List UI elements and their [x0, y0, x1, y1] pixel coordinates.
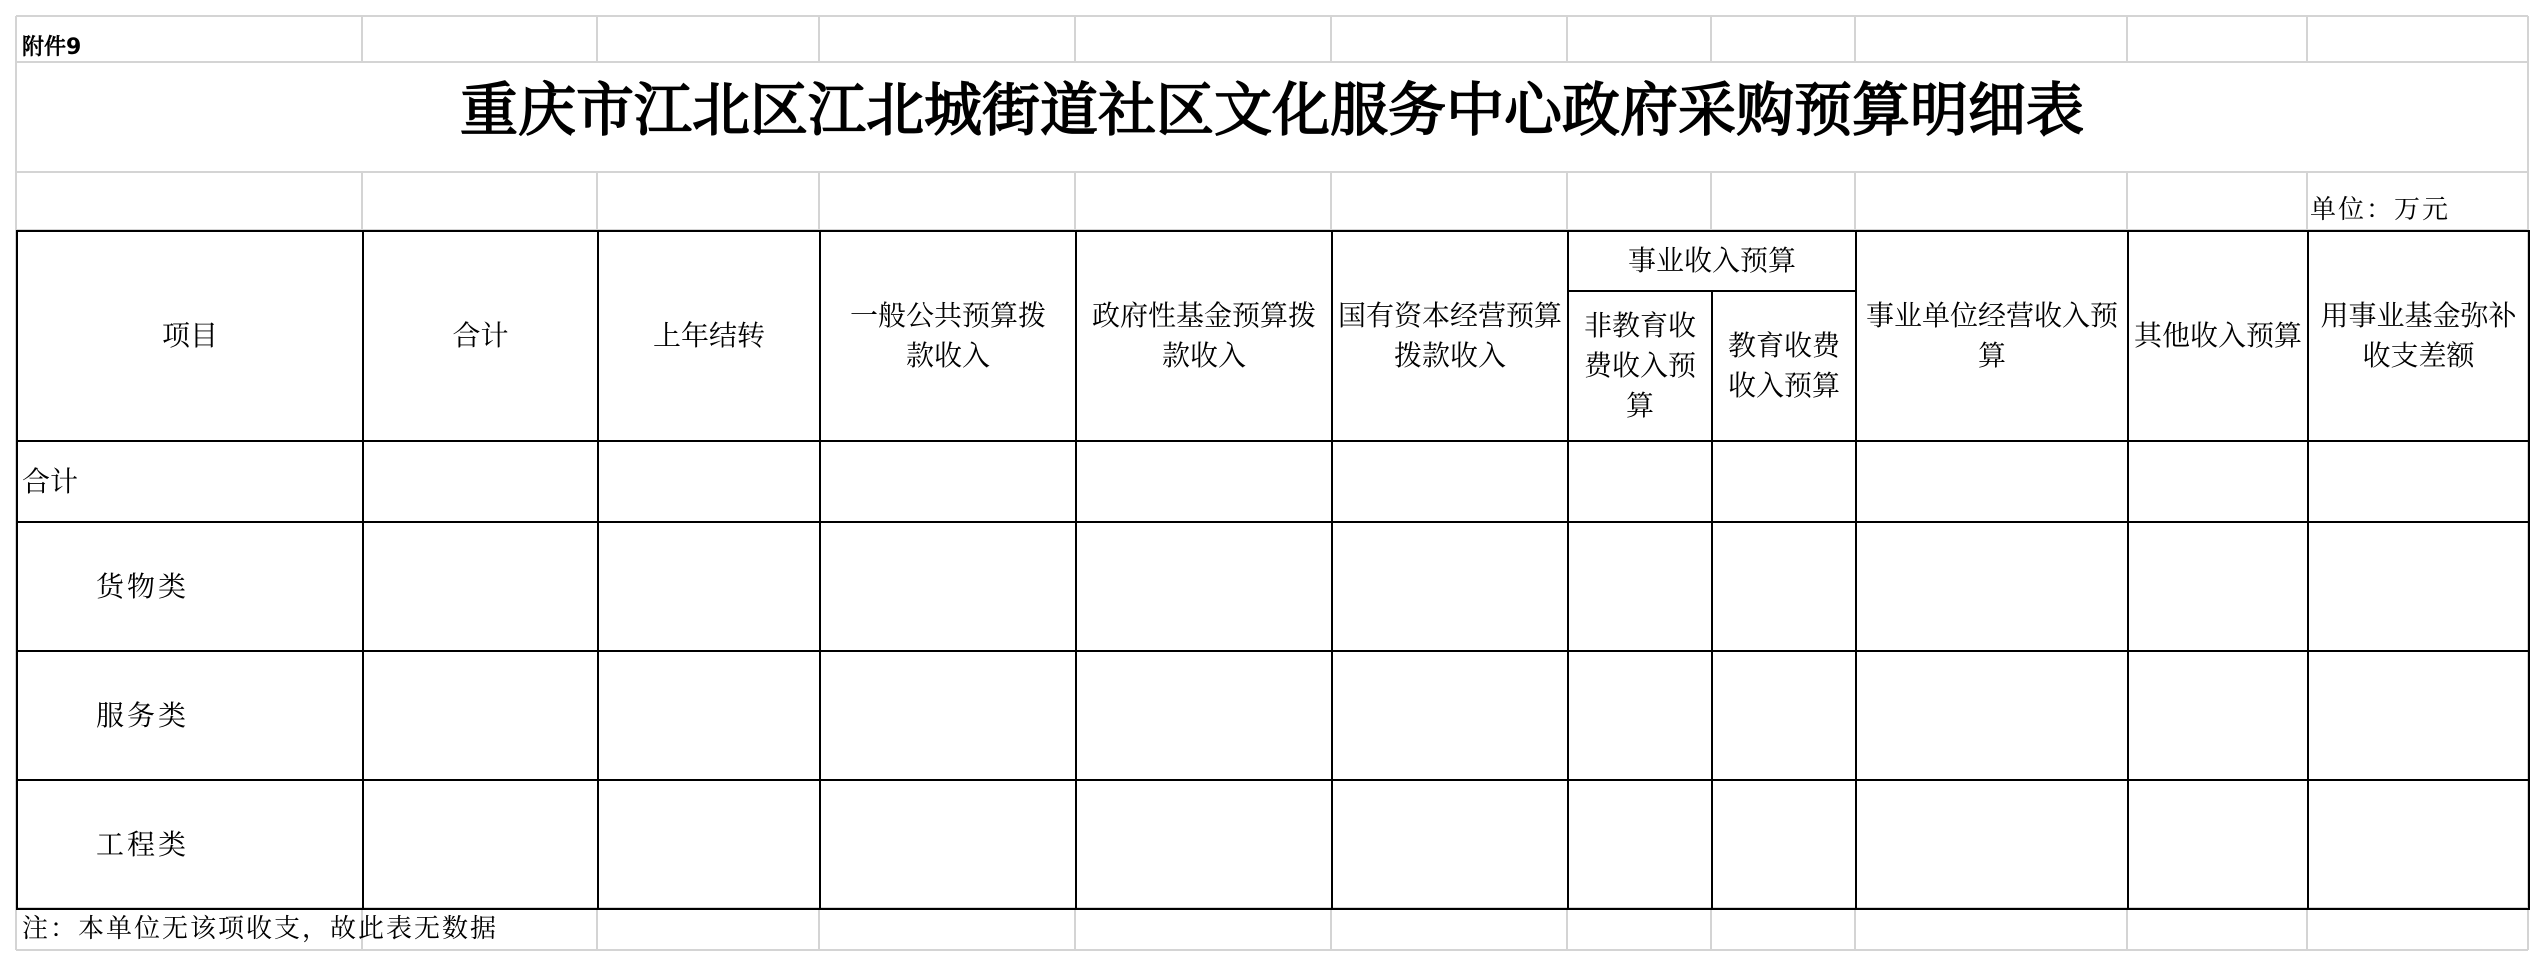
header-business-fund-supplement [2308, 231, 2529, 441]
row-label-services: 服务类 [17, 651, 363, 780]
table-cell [1076, 522, 1332, 651]
table-cell [1712, 522, 1856, 651]
table-cell [1332, 441, 1568, 522]
row-label-total: 合计 [17, 441, 363, 522]
table-cell [1712, 780, 1856, 909]
header-item: 项目 [17, 231, 363, 441]
header-education-fee [1712, 291, 1856, 441]
header-last-year-carryover: 上年结转 [598, 231, 820, 441]
table-cell [598, 651, 820, 780]
table-cell [1332, 651, 1568, 780]
table-cell [1332, 780, 1568, 909]
header-government-fund-budget-text: 政府性基金预算拨款收入 [1092, 299, 1317, 372]
header-other-income-text: 其他收入预算 [2134, 319, 2303, 352]
table-cell [2308, 780, 2529, 909]
page-title: 重庆市江北区江北城街道社区文化服务中心政府采购预算明细表 [459, 76, 2084, 144]
header-non-education-fee-text: 非教育收费收入预算 [1583, 309, 1696, 422]
table-cell [363, 441, 598, 522]
table-cell [1568, 651, 1712, 780]
table-cell [598, 780, 820, 909]
header-state-capital-budget-text: 国有资本经营预算拨款收入 [1337, 299, 1562, 372]
header-non-education-fee [1568, 291, 1712, 441]
table-cell [2128, 522, 2308, 651]
table-cell [2308, 651, 2529, 780]
table-cell [1856, 441, 2128, 522]
table-row-services [17, 651, 2529, 780]
header-business-unit-operating [1856, 231, 2128, 441]
table-cell [363, 651, 598, 780]
header-business-unit-operating-text: 事业单位经营收入预算 [1866, 299, 2119, 372]
row-label-engineering: 工程类 [17, 780, 363, 909]
table-cell [1712, 441, 1856, 522]
footnote: 注：本单位无该项收支，故此表无数据 [22, 914, 499, 944]
header-government-fund-budget [1076, 231, 1332, 441]
header-general-public-budget-text: 一般公共预算拨款收入 [849, 299, 1046, 372]
table-cell [363, 780, 598, 909]
table-cell [1712, 651, 1856, 780]
table-cell [1568, 780, 1712, 909]
header-business-fund-supplement-text: 用事业基金弥补收支差额 [2320, 299, 2517, 372]
table-cell [1856, 780, 2128, 909]
header-state-capital-budget [1332, 231, 1568, 441]
header-general-public-budget [820, 231, 1076, 441]
table-cell [363, 522, 598, 651]
table-cell [1076, 651, 1332, 780]
header-business-income-group: 事业收入预算 [1568, 231, 1856, 291]
table-cell [1076, 441, 1332, 522]
table-cell [2308, 441, 2529, 522]
table-cell [1568, 522, 1712, 651]
table-cell [598, 441, 820, 522]
table-cell [1856, 522, 2128, 651]
table-cell [2128, 651, 2308, 780]
table-cell [820, 651, 1076, 780]
header-total: 合计 [363, 231, 598, 441]
budget-detail-table [16, 230, 2530, 910]
table-cell [820, 780, 1076, 909]
table-row-engineering [17, 780, 2529, 909]
table-cell [820, 522, 1076, 651]
header-other-income [2128, 231, 2308, 441]
table-cell [820, 441, 1076, 522]
header-education-fee-text: 教育收费收入预算 [1727, 329, 1840, 402]
table-cell [1332, 522, 1568, 651]
table-cell [2128, 441, 2308, 522]
unit-label: 单位：万元 [2310, 195, 2451, 225]
table-cell [598, 522, 820, 651]
table-row-goods [17, 522, 2529, 651]
table-cell [2308, 522, 2529, 651]
table-cell [1076, 780, 1332, 909]
attachment-label: 附件9 [22, 35, 82, 60]
table-cell [1856, 651, 2128, 780]
row-label-goods: 货物类 [17, 522, 363, 651]
table-cell [1568, 441, 1712, 522]
table-row-total [17, 441, 2529, 522]
table-cell [2128, 780, 2308, 909]
